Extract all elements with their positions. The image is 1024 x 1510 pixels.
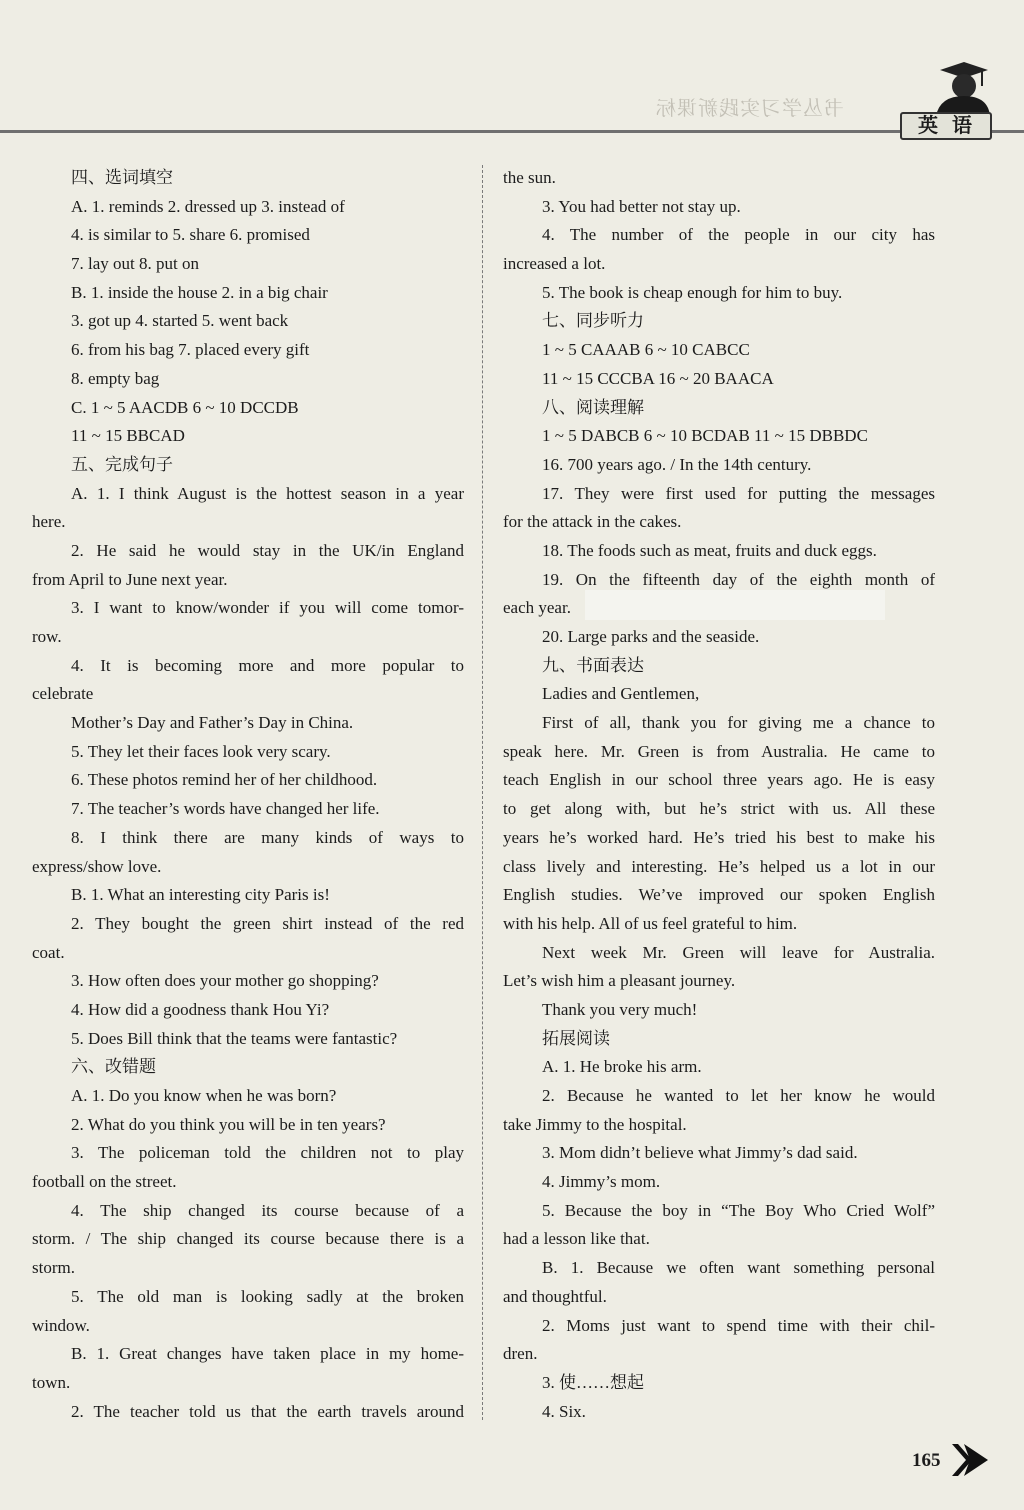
answer-line: 4. It is becoming more and more popular to [71, 655, 464, 675]
blank-patch [585, 590, 885, 620]
answer-line: A. 1. Do you know when he was born? [71, 1086, 337, 1105]
answer-line: C. 1 ~ 5 AACDB 6 ~ 10 DCCDB [71, 397, 299, 417]
answer-line: 4. Jimmy’s mom. [542, 1172, 661, 1192]
answer-line: window. [32, 1315, 90, 1335]
answer-line: 8. empty bag [71, 368, 160, 388]
graduate-cap-icon [930, 60, 990, 116]
answer-line: 1 ~ 5 CAAAB 6 ~ 10 CABCC [542, 340, 750, 360]
answer-line: A. 1. reminds 2. dressed up 3. instead of [71, 196, 345, 216]
answer-line: 3. I want to know/wonder if you will come tomor- [71, 598, 464, 618]
section-heading: 九、书面表达 [542, 655, 644, 676]
answer-line: Mother’s Day and Father’s Day in China. [71, 713, 354, 733]
answer-line: increased a lot. [503, 254, 606, 274]
answer-line: 19. On the fifteenth day of the eighth month of [542, 569, 935, 589]
section-heading: 八、阅读理解 [542, 397, 644, 418]
answer-line: 3. 使……想起 [542, 1372, 644, 1392]
answer-line: 3. got up 4. started 5. went back [71, 311, 289, 331]
answer-line: 2. Moms just want to spend time with their chil- [542, 1315, 935, 1335]
answer-line: to get along with, but he’s strict with us. All these [503, 799, 935, 819]
answer-line: class lively and interesting. He’s helped us a lot in our [503, 856, 935, 876]
subject-badge: 英语 [900, 112, 992, 140]
answer-line: 4. The ship changed its course because of a [71, 1200, 464, 1220]
answer-line: town. [32, 1372, 71, 1392]
section-heading: 拓展阅读 [542, 1028, 610, 1049]
answer-line: 5. Does Bill think that the teams were fantastic? [71, 1028, 398, 1048]
answer-line: 3. You had better not stay up. [542, 196, 741, 216]
answer-line: speak here. Mr. Green is from Australia. He came to [503, 741, 935, 761]
answer-line: for the attack in the cakes. [503, 512, 682, 532]
answer-line: 7. The teacher’s words have changed her life. [71, 799, 380, 819]
answer-line: First of all, thank you for giving me a chance to [542, 713, 935, 733]
answer-line: 8. I think there are many kinds of ways to [71, 827, 464, 847]
page-number: 165 [912, 1450, 941, 1471]
right-column [503, 164, 935, 1426]
answer-line: 5. The book is cheap enough for him to buy. [542, 282, 843, 302]
answer-line: B. 1. What an interesting city Paris is! [71, 885, 330, 905]
answer-line: storm. [32, 1258, 75, 1278]
answer-line: 18. The foods such as meat, fruits and duck eggs. [542, 540, 877, 560]
answer-line: 2. He said he would stay in the UK/in England [71, 540, 464, 560]
answer-line: B. 1. Great changes have taken place in my home- [71, 1344, 464, 1364]
answer-line: Thank you very much! [542, 999, 698, 1019]
answer-line: football on the street. [32, 1172, 177, 1192]
answer-line: 6. These photos remind her of her childhood. [71, 770, 378, 790]
answer-line: 5. The old man is looking sadly at the broken [71, 1286, 464, 1306]
header-rule [0, 130, 1024, 133]
answer-line: 3. The policeman told the children not to play [71, 1143, 464, 1163]
answer-line: row. [32, 627, 62, 646]
answer-line: here. [32, 512, 66, 532]
answer-line: dren. [503, 1344, 538, 1364]
answer-line: 5. They let their faces look very scary. [71, 741, 331, 761]
answer-line: 7. lay out 8. put on [71, 254, 199, 274]
answer-line: 3. Mom didn’t believe what Jimmy’s dad said. [542, 1143, 858, 1163]
answer-line: years he’s worked hard. He’s tried his best to make his [503, 827, 935, 847]
answer-line: take Jimmy to the hospital. [503, 1114, 687, 1134]
answer-line: Let’s wish him a pleasant journey. [503, 971, 736, 991]
answer-line: B. 1. Because we often want something personal [542, 1258, 935, 1278]
header-faded-title: 书丛学习实践新课标 [655, 98, 844, 120]
answer-line: each year. [503, 598, 571, 618]
answer-line: the sun. [503, 168, 556, 187]
answer-line: 5. Because the boy in “The Boy Who Cried Wolf” [542, 1200, 935, 1220]
answer-line: A. 1. I think August is the hottest season in a year [71, 483, 464, 503]
answer-line: 16. 700 years ago. / In the 14th century. [542, 454, 812, 474]
answer-line: had a lesson like that. [503, 1229, 650, 1249]
column-divider [482, 165, 483, 1420]
left-column [32, 164, 464, 1426]
answer-line: with his help. All of us feel grateful to him. [503, 913, 798, 933]
answer-line: Ladies and Gentlemen, [542, 684, 700, 704]
answer-line: teach English in our school three years ago. He is easy [503, 770, 935, 790]
answer-line: 2. Because he wanted to let her know he would [542, 1086, 935, 1105]
next-arrow-icon [950, 1442, 990, 1478]
answer-line: express/show love. [32, 856, 162, 876]
section-heading: 四、选词填空 [71, 168, 173, 188]
answer-line: 4. Six. [542, 1401, 586, 1421]
answer-line: and thoughtful. [503, 1286, 607, 1306]
answer-line: storm. / The ship changed its course because there is a [32, 1229, 464, 1249]
answer-line: 17. They were first used for putting the messages [542, 483, 935, 503]
answer-line: from April to June next year. [32, 569, 228, 589]
section-heading: 五、完成句子 [71, 454, 173, 475]
answer-line: 2. The teacher told us that the earth travels around [71, 1401, 464, 1421]
answer-line: English studies. We’ve improved our spoken English [503, 885, 935, 905]
answer-line: A. 1. He broke his arm. [542, 1057, 702, 1077]
answer-line: 11 ~ 15 CCCBA 16 ~ 20 BAACA [542, 368, 774, 388]
answer-line: coat. [32, 942, 65, 962]
answer-line: 11 ~ 15 BBCAD [71, 426, 185, 446]
answer-line: celebrate [32, 684, 94, 704]
answer-line: Next week Mr. Green will leave for Australia. [542, 942, 935, 962]
answer-line: 4. The number of the people in our city has [542, 225, 935, 245]
answer-line: B. 1. inside the house 2. in a big chair [71, 282, 328, 302]
answer-line: 4. is similar to 5. share 6. promised [71, 225, 310, 245]
answer-line: 2. They bought the green shirt instead of the red [71, 913, 464, 933]
answer-line: 2. What do you think you will be in ten years? [71, 1114, 386, 1134]
answer-line: 3. How often does your mother go shopping? [71, 971, 379, 991]
answer-line: 20. Large parks and the seaside. [542, 627, 760, 646]
answer-line: 4. How did a goodness thank Hou Yi? [71, 999, 330, 1019]
answer-line: 6. from his bag 7. placed every gift [71, 340, 310, 360]
answer-line: 1 ~ 5 DABCB 6 ~ 10 BCDAB 11 ~ 15 DBBDC [542, 426, 868, 446]
section-heading: 六、改错题 [71, 1057, 156, 1078]
section-heading: 七、同步听力 [542, 311, 644, 332]
